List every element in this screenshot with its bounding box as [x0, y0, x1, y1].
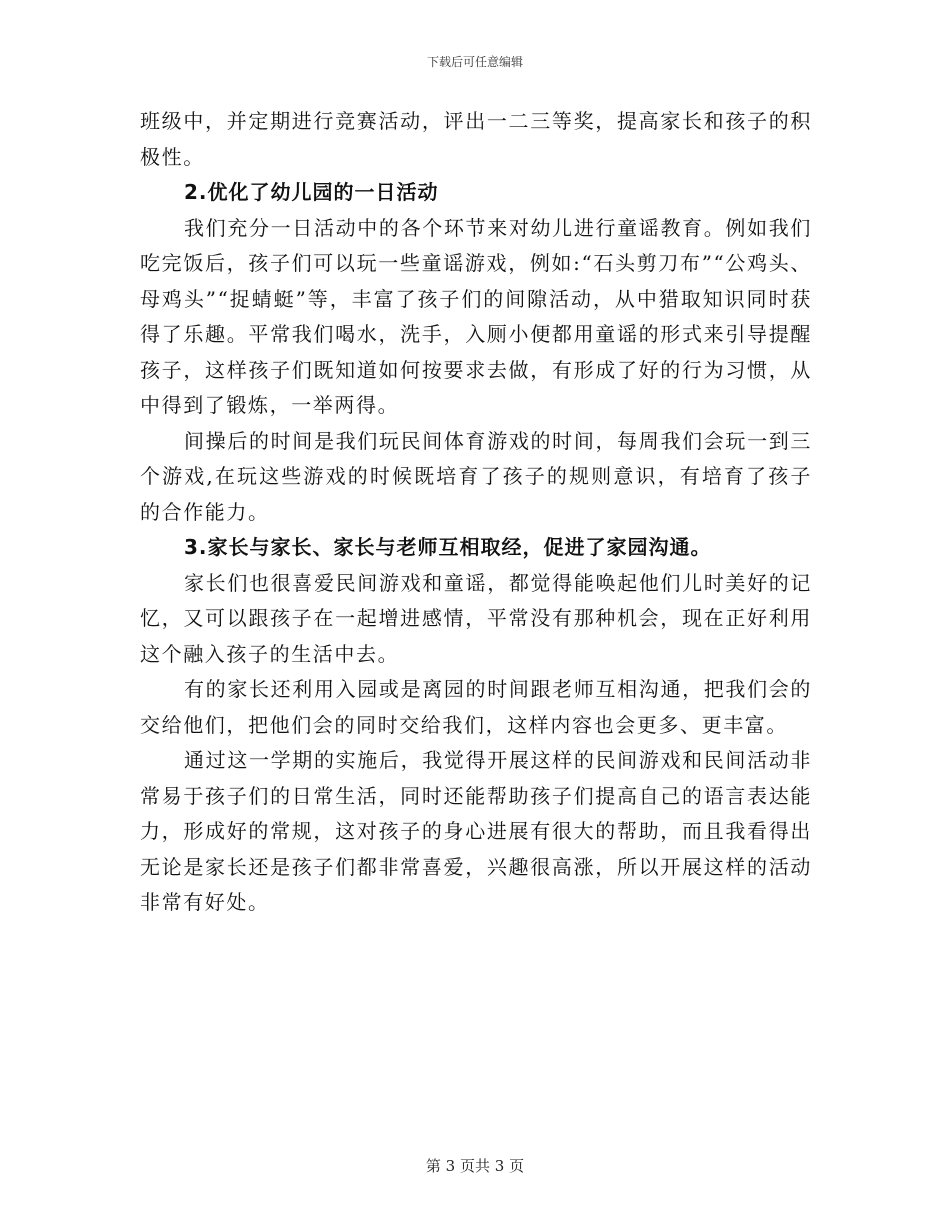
page-header: 下载后可任意编辑: [426, 55, 523, 69]
document-body: [140, 104, 812, 921]
paragraph-continuation: 班级中，并定期进行竞赛活动，评出一二三等奖，提高家长和孩子的积极性。: [140, 109, 812, 169]
section-heading-2: 2.优化了幼儿园的一日活动: [184, 180, 439, 204]
page-footer: 第 3 页共 3 页: [425, 1157, 525, 1175]
paragraph-parent-teacher: 有的家长还利用入园或是离园的时间跟老师互相沟通，把我们会的交给他们，把他们会的同时交给我们，这样内容也会更多、更丰富。: [140, 677, 812, 737]
paragraph-folk-games: 间操后的时间是我们玩民间体育游戏的时间，每周我们会玩一到三个游戏,在玩这些游戏的时候既培育了孩子的规则意识，有培育了孩子的合作能力。: [140, 428, 812, 524]
paragraph-conclusion: 通过这一学期的实施后，我觉得开展这样的民间游戏和民间活动非常易于孩子们的日常生活，同时还能帮助孩子们提高自己的语言表达能力，形成好的常规，这对孩子的身心进展有很大的帮助，而且我看得出无论是家长还是孩子们都非常喜爱，兴趣很高涨，所以开展这样的活动非常有好处。: [140, 748, 812, 914]
section-heading-3: 3.家长与家长、家长与老师互相取经，促进了家园沟通。: [184, 535, 712, 559]
paragraph-parents-enjoy: 家长们也很喜爱民间游戏和童谣，都觉得能唤起他们儿时美好的记忆，又可以跟孩子在一起增进感情，平常没有那种机会，现在正好利用这个融入孩子的生活中去。: [140, 570, 812, 666]
paragraph-daily-activities: 我们充分一日活动中的各个环节来对幼儿进行童谣教育。例如我们吃完饭后，孩子们可以玩一些童谣游戏，例如:“石头剪刀布”“公鸡头、母鸡头”“捉蜻蜓”等，丰富了孩子们的间隙活动，从中猎取知识同时获得了乐趣。平常我们喝水，洗手，入厕小便都用童谣的形式来引导提醒孩子，这样孩子们既知道如何按要求去做，有形成了好的行为习惯，从中得到了锻炼，一举两得。: [140, 215, 812, 417]
